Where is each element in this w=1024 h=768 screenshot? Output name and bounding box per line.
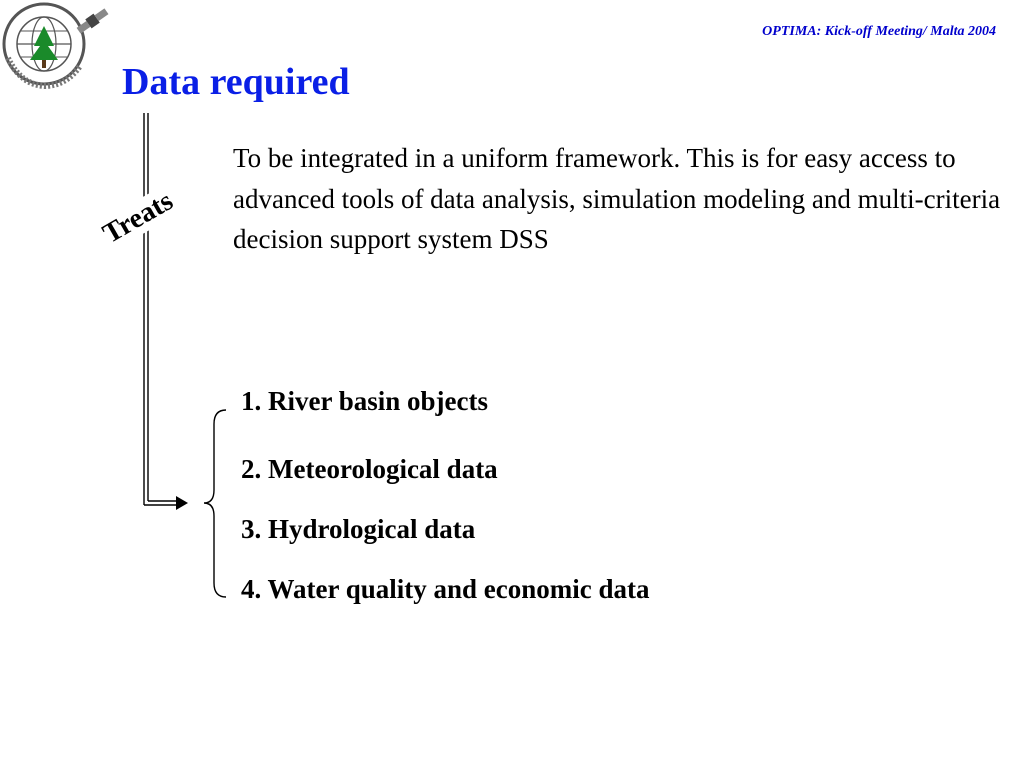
list-item: 1. River basin objects [241,386,488,416]
intro-paragraph: To be integrated in a uniform framework. This is for easy access to advanced tools of data analysis, simulation modeling and multi-criteria decision support system DSS [233,143,1001,254]
list-item: 2. Meteorological data [241,454,498,484]
double-line-connector [144,113,176,505]
arrow-head-icon [176,496,188,510]
curly-brace-icon [204,410,226,597]
header-note: OPTIMA: Kick-off Meeting/ Malta 2004 [762,24,996,39]
treats-label: Treats [96,184,181,251]
list-item: 3. Hydrological data [241,514,476,544]
list-item: 4. Water quality and economic data [241,574,650,604]
slide-title: Data required [122,61,350,103]
